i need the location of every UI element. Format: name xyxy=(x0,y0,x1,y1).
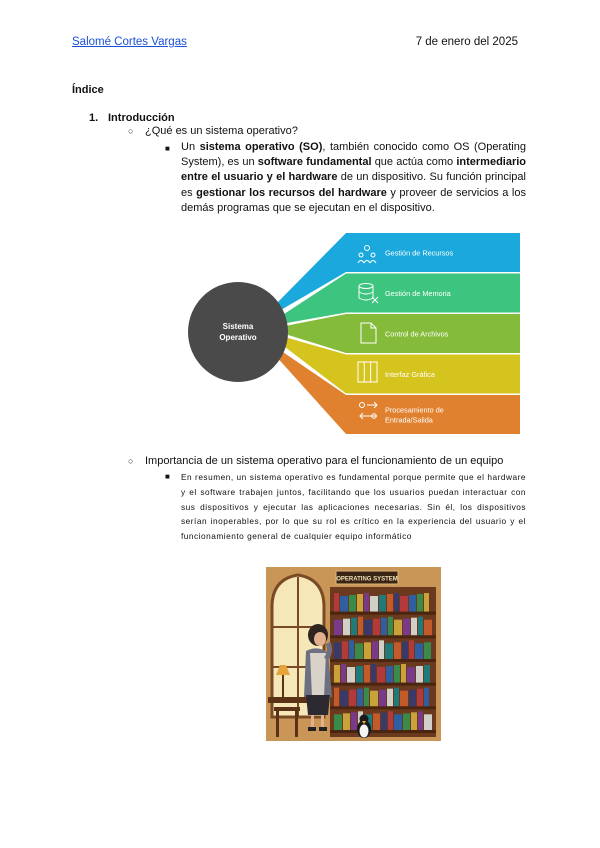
diagram-item-label: Procesamiento de xyxy=(385,405,444,415)
bookshelf xyxy=(330,587,436,737)
section-number: 1. xyxy=(89,112,99,124)
author-link[interactable]: Salomé Cortes Vargas xyxy=(72,36,187,48)
hollow-bullet-icon: ○ xyxy=(128,456,134,466)
diagram-item-label: Interfaz Gráfica xyxy=(385,370,435,379)
diagram-item-label: Control de Archivos xyxy=(385,329,449,339)
subheading-text: ¿Qué es un sistema operativo? xyxy=(145,125,298,137)
definition-paragraph xyxy=(181,140,526,216)
bold-term: gestionar los recursos del hardware xyxy=(196,186,387,199)
importance-paragraph: En resumen, un sistema operativo es fundamental porque permite que el hardware y el software trabajen juntos, facilitando que los usuarios puedan interactuar con sus dispositivos y ejecutar las aplicaciones necesarias. Sin él, los dispositivos serían inoperables, por lo que su rol es crítico en la experiencia del usuario y el funcionamiento general de cualquier equipo informático xyxy=(181,472,526,542)
center-label-line1: Sistema xyxy=(222,322,254,331)
bold-term: intermediario entre el usuario y el hardware xyxy=(181,156,527,184)
square-bullet-icon: ■ xyxy=(165,144,170,153)
hollow-bullet-icon: ○ xyxy=(128,126,134,136)
diagram-item-label: Gestión de Recursos xyxy=(385,248,454,258)
paragraph-text: de un dispositivo. Su función principal es xyxy=(181,171,526,199)
section-title: Introducción xyxy=(108,112,175,124)
toc-title: Índice xyxy=(72,84,104,96)
document-date: 7 de enero del 2025 xyxy=(415,36,518,48)
subheading-text: Importancia de un sistema operativo para el funcionamiento de un equipo xyxy=(145,455,504,467)
subheading-what-is-os xyxy=(128,125,298,137)
subheading-importance xyxy=(128,455,503,467)
square-bullet-icon: ■ xyxy=(165,472,170,481)
bold-term: sistema operativo (SO) xyxy=(199,141,323,153)
center-label-line2: Operativo xyxy=(219,333,257,342)
operating-system-sign xyxy=(336,571,398,584)
bold-term: software fundamental xyxy=(257,156,372,169)
os-center-circle xyxy=(188,282,288,382)
paragraph-text: Un xyxy=(181,141,200,153)
diagram-item-label: Entrada/Salida xyxy=(385,415,433,425)
os-functions-diagram xyxy=(188,232,520,434)
bookshelf-illustration xyxy=(266,567,441,741)
paragraph-text: , también conocido como OS (Operating System), es un xyxy=(181,141,526,169)
paragraph-text: que actúa como xyxy=(371,156,457,169)
sign-text: OPERATING SYSTEM xyxy=(336,576,398,583)
paragraph-text: y proveer de servicios a los demás programas que se ejecutan en el dispositivo. xyxy=(181,186,526,214)
diagram-item-label: Gestión de Memoria xyxy=(385,289,451,298)
section-heading xyxy=(89,112,175,124)
